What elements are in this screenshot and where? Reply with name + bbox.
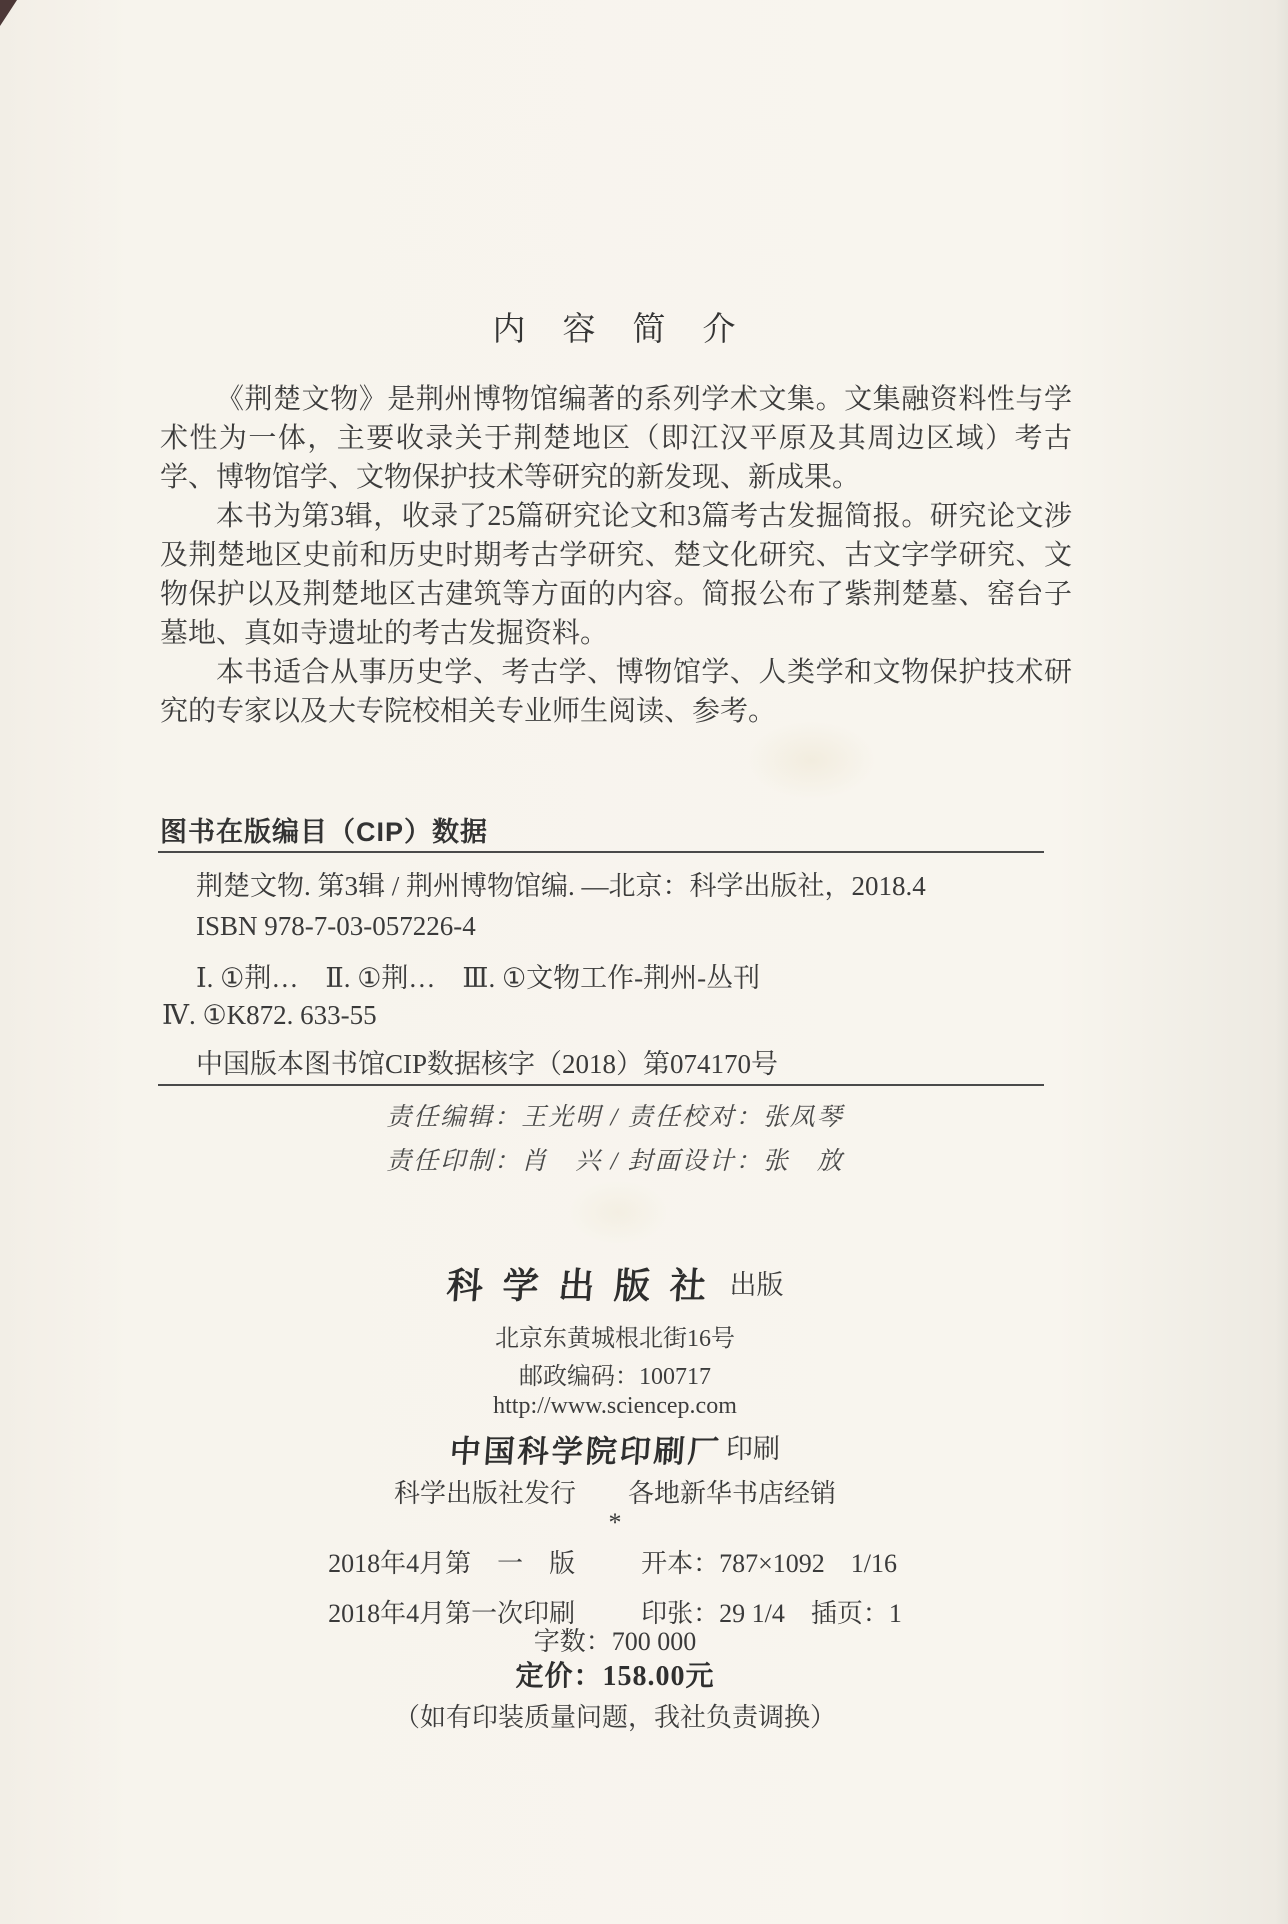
cip-section-header: 图书在版编目（CIP）数据 bbox=[160, 817, 489, 847]
cip-divider-bottom bbox=[158, 1084, 1044, 1086]
cip-divider-top bbox=[158, 851, 1044, 853]
intro-paragraph-2: 本书为第3辑，收录了25篇研究论文和3篇考古发掘简报。研究论文涉及荆楚地区史前和历史时期考古学研究、楚文化研究、古文字学研究、文物保护以及荆楚地区古建筑等方面的内容。简报公布了紫荆楚墓、窑台子墓地、真如寺遗址的考古发掘资料。 bbox=[160, 501, 1072, 649]
publisher-name-calligraphy: 科学出版社 bbox=[444, 1266, 727, 1306]
distribution-line: 科学出版社发行 各地新华书店经销 bbox=[393, 1479, 836, 1508]
edition-info-block bbox=[160, 1543, 1070, 1630]
format-line: 开本：787×1092 1/16 bbox=[641, 1549, 898, 1578]
separator-asterisk: * bbox=[608, 1508, 622, 1537]
edition-line: 2018年4月第 一 版 bbox=[328, 1549, 576, 1578]
intro-paragraph-3: 本书适合从事历史学、考古学、博物馆学、人类学和文物保护技术研究的专家以及大专院校相关专业师生阅读、参考。 bbox=[160, 657, 1072, 727]
publisher-website: http://www.sciencep.com bbox=[493, 1393, 737, 1419]
printer-line bbox=[160, 1426, 1070, 1471]
printer-print-label: 印刷 bbox=[726, 1434, 780, 1464]
scan-corner-artifact bbox=[0, 0, 17, 26]
printing-line: 2018年4月第一次印刷 bbox=[328, 1599, 576, 1628]
cip-title-line: 荆楚文物. 第3辑 / 荆州博物馆编. —北京：科学出版社，2018.4 bbox=[196, 871, 926, 901]
publisher-address: 北京东黄城根北街16号 bbox=[495, 1326, 735, 1352]
quality-note-line: （如有印装质量问题，我社负责调换） bbox=[393, 1703, 836, 1732]
printer-name-calligraphy: 中国科学院印刷厂 bbox=[448, 1434, 724, 1469]
credits-printing-design-line: 责任印制：肖 兴 / 封面设计：张 放 bbox=[386, 1148, 844, 1175]
cip-classification-line-2: Ⅳ. ①K872. 633-55 bbox=[162, 1000, 377, 1030]
intro-paragraph-1: 《荆楚文物》是荆州博物馆编著的系列学术文集。文集融资料性与学术性为一体，主要收录关于荆楚地区（即江汉平原及其周边区域）考古学、博物馆学、文物保护技术等研究的新发现、新成果。 bbox=[160, 384, 1072, 493]
sheets-line: 印张：29 1/4 插页：1 bbox=[641, 1599, 902, 1628]
publisher-line bbox=[160, 1258, 1070, 1309]
cip-isbn-line: ISBN 978-7-03-057226-4 bbox=[196, 911, 476, 941]
price-line: 定价：158.00元 bbox=[515, 1661, 715, 1692]
publisher-postal-code: 邮政编码：100717 bbox=[519, 1364, 711, 1390]
word-count-line: 字数：700 000 bbox=[533, 1627, 697, 1656]
page-title: 内 容 简 介 bbox=[492, 312, 738, 348]
cip-record-number: 中国版本图书馆CIP数据核字（2018）第074170号 bbox=[196, 1049, 779, 1079]
cip-classification-line-1: Ⅰ. ①荆… Ⅱ. ①荆… Ⅲ. ①文物工作-荆州-丛刊 bbox=[196, 963, 761, 993]
credits-editors-line: 责任编辑：王光明 / 责任校对：张凤琴 bbox=[386, 1104, 844, 1131]
publisher-publish-label: 出版 bbox=[729, 1270, 784, 1300]
